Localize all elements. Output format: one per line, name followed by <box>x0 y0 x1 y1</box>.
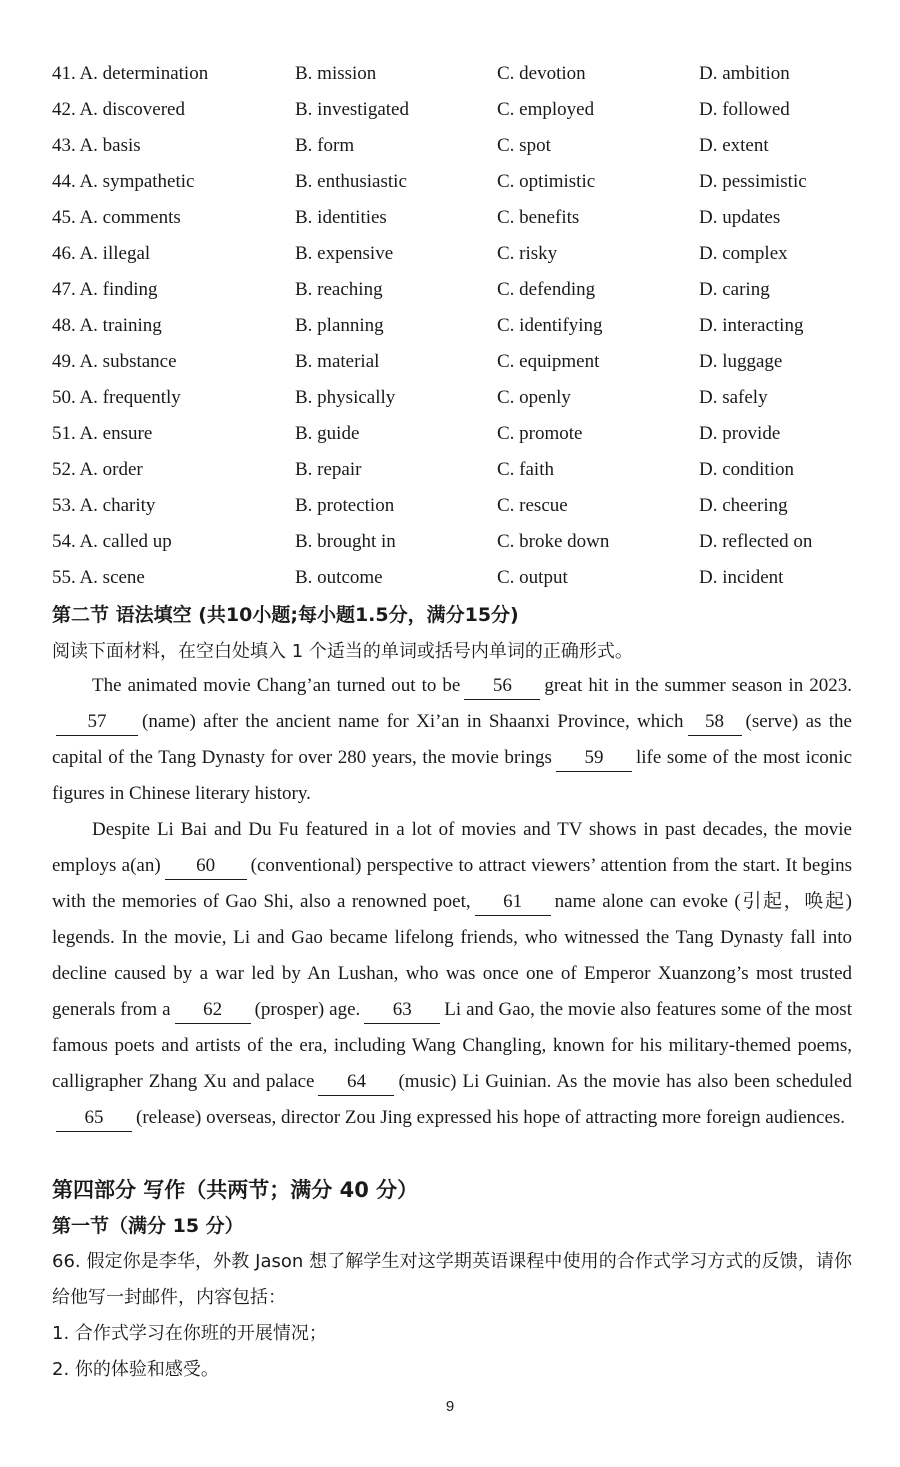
option-a: 44. A. sympathetic <box>52 171 195 192</box>
option-a: 50. A. frequently <box>52 387 181 408</box>
option-c: C. openly <box>497 387 571 408</box>
option-c: C. faith <box>497 459 554 480</box>
blank-64: 64 <box>318 1069 394 1096</box>
option-d: D. incident <box>699 567 784 588</box>
option-d: D. condition <box>699 459 794 480</box>
passage <box>52 668 852 1136</box>
question-66: 66. 假定你是李华，外教 Jason 想了解学生对这学期英语课程中使用的合作式学习方式的反馈，请你给他写一封邮件，内容包括： <box>52 1251 852 1308</box>
option-d: D. reflected on <box>699 531 813 552</box>
option-c: C. identifying <box>497 315 603 336</box>
option-row <box>52 132 852 168</box>
option-a: 51. A. ensure <box>52 423 153 444</box>
option-a: 42. A. discovered <box>52 99 185 120</box>
paragraph-1: The animated movie Chang’an turned out to be 56 great hit in the summer season in 2023.57 (name) after the ancient name for Xi’an in Shaanxi Province, which 58 (serve) as the capital of the Tang Dynasty for over 280 years, the movie brings 59 life some of the most iconic figures in Chinese literary history. <box>52 675 853 804</box>
option-d: D. updates <box>699 207 781 228</box>
blank-58: 58 <box>688 709 742 736</box>
option-a: 43. A. basis <box>52 135 141 156</box>
option-a: 46. A. illegal <box>52 243 151 264</box>
option-a: 55. A. scene <box>52 567 145 588</box>
option-row <box>52 492 852 528</box>
writing-task <box>52 1244 852 1388</box>
option-b: B. protection <box>295 495 395 516</box>
option-d: D. caring <box>699 279 770 300</box>
option-c: C. risky <box>497 243 558 264</box>
option-b: B. brought in <box>295 531 396 552</box>
option-c: C. rescue <box>497 495 568 516</box>
option-row <box>52 60 852 96</box>
part4-subtitle: 第一节（满分 15 分） <box>52 1215 244 1237</box>
option-row <box>52 420 852 456</box>
blank-57: 57 <box>56 709 138 736</box>
option-a: 52. A. order <box>52 459 143 480</box>
option-a: 53. A. charity <box>52 495 156 516</box>
option-d: D. cheering <box>699 495 788 516</box>
option-row <box>52 168 852 204</box>
option-c: C. devotion <box>497 63 586 84</box>
option-c: C. spot <box>497 135 551 156</box>
option-d: D. luggage <box>699 351 783 372</box>
option-c: C. broke down <box>497 531 610 552</box>
option-row <box>52 528 852 564</box>
option-b: B. expensive <box>295 243 394 264</box>
option-row <box>52 276 852 312</box>
option-d: D. provide <box>699 423 781 444</box>
option-c: C. optimistic <box>497 171 596 192</box>
option-d: D. followed <box>699 99 790 120</box>
option-a: 47. A. finding <box>52 279 158 300</box>
option-row <box>52 456 852 492</box>
blank-65: 65 <box>56 1105 132 1132</box>
option-b: B. guide <box>295 423 360 444</box>
options-table <box>52 60 852 600</box>
option-b: B. reaching <box>295 279 383 300</box>
option-c: C. benefits <box>497 207 580 228</box>
blank-61: 61 <box>475 889 551 916</box>
option-d: D. ambition <box>699 63 790 84</box>
option-a: 54. A. called up <box>52 531 172 552</box>
option-c: C. equipment <box>497 351 600 372</box>
option-row <box>52 312 852 348</box>
option-b: B. identities <box>295 207 387 228</box>
option-a: 49. A. substance <box>52 351 177 372</box>
option-row <box>52 564 852 600</box>
blank-63: 63 <box>364 997 440 1024</box>
option-d: D. pessimistic <box>699 171 807 192</box>
option-c: C. promote <box>497 423 583 444</box>
option-b: B. planning <box>295 315 384 336</box>
blank-56: 56 <box>464 673 540 700</box>
blank-59: 59 <box>556 745 632 772</box>
option-a: 48. A. training <box>52 315 162 336</box>
blank-62: 62 <box>175 997 251 1024</box>
section-title: 第二节 语法填空 (共10小题;每小题1.5分，满分15分) <box>52 604 519 626</box>
option-d: D. complex <box>699 243 788 264</box>
option-c: C. output <box>497 567 568 588</box>
paragraph-2: Despite Li Bai and Du Fu featured in a lot of movies and TV shows in past decades, the movie employs a(an) 60 (conventional) perspective to attract viewers’ attention from the start. It begins with the memories of Gao Shi, also a renowned poet, 61 name alone can evoke (引起，唤起) legends. In the movie, Li and Gao became lifelong friends, who witnessed the Tang Dynasty fall into decline caused by a war led by An Lushan, who was once one of Emperor Xuanzong’s most trusted generals from a 62 (prosper) age. 63 Li and Gao, the movie also features some of the most famous poets and artists of the era, including Wang Changling, known for his military-themed poems, calligrapher Zhang Xu and palace 64 (music) Li Guinian. As the movie has also been scheduled65 (release) overseas, director Zou Jing expressed his hope of attracting more foreign audiences. <box>52 812 852 1136</box>
option-d: D. interacting <box>699 315 804 336</box>
option-row <box>52 204 852 240</box>
option-row <box>52 384 852 420</box>
option-d: D. safely <box>699 387 768 408</box>
option-row <box>52 240 852 276</box>
option-c: C. defending <box>497 279 596 300</box>
option-row <box>52 348 852 384</box>
option-b: B. repair <box>295 459 362 480</box>
option-row <box>52 96 852 132</box>
option-c: C. employed <box>497 99 595 120</box>
option-b: B. material <box>295 351 380 372</box>
option-d: D. extent <box>699 135 769 156</box>
task-item-2: 2. 你的体验和感受。 <box>52 1359 219 1380</box>
option-b: B. enthusiastic <box>295 171 407 192</box>
part4-title: 第四部分 写作（共两节；满分 40 分） <box>52 1178 419 1202</box>
option-b: B. investigated <box>295 99 409 120</box>
blank-60: 60 <box>165 853 247 880</box>
page-number: 9 <box>445 1398 455 1415</box>
option-a: 41. A. determination <box>52 63 209 84</box>
section-instruction: 阅读下面材料，在空白处填入 1 个适当的单词或括号内单词的正确形式。 <box>52 641 633 662</box>
option-b: B. outcome <box>295 567 383 588</box>
task-item-1: 1. 合作式学习在你班的开展情况； <box>52 1323 327 1344</box>
option-b: B. physically <box>295 387 396 408</box>
option-b: B. form <box>295 135 355 156</box>
option-b: B. mission <box>295 63 377 84</box>
option-a: 45. A. comments <box>52 207 181 228</box>
